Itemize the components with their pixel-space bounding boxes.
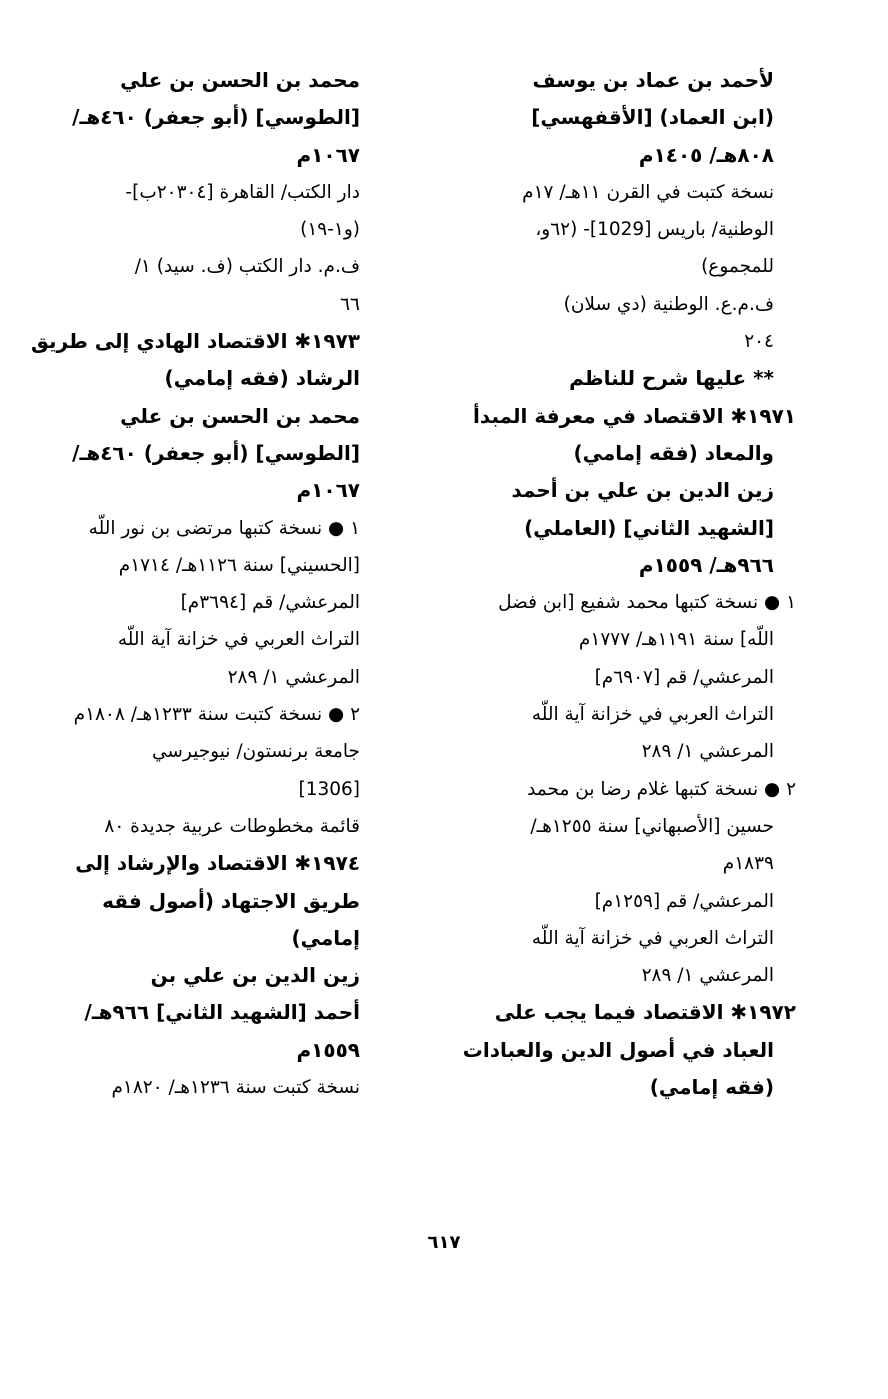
right-column (460, 62, 796, 1106)
text-line: المرعشي/ قم [٦٩٠٧م] (594, 666, 774, 688)
text-line: [الطوسي] (أبو جعفر) ٤٦٠هـ/ (72, 440, 360, 465)
text-line: ١٠٦٧م (296, 478, 360, 503)
text-line: المرعشي ١/ ٢٨٩ (641, 965, 774, 987)
text-line: نسخة كتبت سنة ١٢٣٦هـ/ ١٨٢٠م (111, 1077, 360, 1099)
text-line: ١٥٥٩م (296, 1037, 360, 1062)
text-line: ٦٦ (340, 293, 360, 315)
text-line: التراث العربي في خزانة آية اللّه (531, 927, 774, 949)
text-line: [الحسيني] سنة ١١٢٦هـ/ ١٧١٤م (118, 554, 360, 576)
text-line: للمجموع) (701, 256, 774, 278)
text-line: (ابن العماد) [الأقفهسي] (531, 105, 774, 130)
text-line: ١ ● نسخة كتبها مرتضى بن نور اللّه (88, 517, 360, 539)
text-line: ١٩٧٢✱ الاقتصاد فيما يجب على (494, 1000, 796, 1025)
text-line: ٢ ● نسخة كتبها غلام رضا بن محمد (527, 778, 796, 800)
text-line: المرعشي/ قم [١٢٥٩م] (594, 890, 774, 912)
text-line: قائمة مخطوطات عربية جديدة ٨٠ (104, 815, 360, 837)
text-line: العباد في أصول الدين والعبادات (462, 1037, 774, 1062)
text-line: المرعشي/ قم [٣٦٩٤م] (180, 592, 360, 614)
text-line: المرعشي ١/ ٢٨٩ (641, 741, 774, 763)
text-line: التراث العربي في خزانة آية اللّه (531, 704, 774, 726)
text-line: ١ ● نسخة كتبها محمد شفيع [ابن فضل (498, 592, 796, 614)
text-line: ف.م.ع. الوطنية (دي سلان) (563, 293, 774, 315)
text-line: جامعة برنستون/ نيوجيرسي (152, 741, 360, 763)
text-line: [الشهيد الثاني] (العاملي) (524, 515, 774, 540)
text-line: طريق الاجتهاد (أصول فقه (102, 888, 360, 913)
text-line: اللّه] سنة ١١٩١هـ/ ١٧٧٧م (578, 629, 774, 651)
text-line: [الطوسي] (أبو جعفر) ٤٦٠هـ/ (72, 105, 360, 130)
text-line: ١٩٧٤✱ الاقتصاد والإرشاد إلى (75, 851, 360, 876)
text-line: ** عليها شرح للناظم (569, 366, 774, 391)
text-line: محمد بن الحسن بن علي (120, 403, 360, 428)
text-line: التراث العربي في خزانة آية اللّه (117, 629, 360, 651)
text-line: دار الكتب/ القاهرة [٢٠٣٠٤ب]- (125, 181, 360, 203)
text-line: (و١-١٩) (300, 219, 360, 241)
text-line: ٨٠٨هـ/ ١٤٠٥م (638, 142, 774, 167)
left-column (30, 62, 360, 1106)
text-line: ف.م. دار الكتب (ف. سيد) ١/ (134, 256, 360, 278)
text-line: ١٨٣٩م (722, 853, 774, 875)
text-line: والمعاد (فقه إمامي) (573, 440, 774, 465)
text-line: لأحمد بن عماد بن يوسف (532, 68, 774, 92)
text-line: [1306] (298, 778, 360, 800)
text-line: الرشاد (فقه إمامي) (164, 366, 360, 391)
text-line: ١٩٧١✱ الاقتصاد في معرفة المبدأ (473, 403, 796, 428)
text-line: أحمد [الشهيد الثاني] ٩٦٦هـ/ (84, 1000, 360, 1025)
text-line: إمامي) (291, 925, 360, 950)
text-line: نسخة كتبت في القرن ١١هـ/ ١٧م (522, 181, 774, 203)
text-line: ٢ ● نسخة كتبت سنة ١٢٣٣هـ/ ١٨٠٨م (73, 704, 360, 726)
text-line: ١٩٧٣✱ الاقتصاد الهادي إلى طريق (30, 329, 360, 354)
text-line: زين الدين بن علي بن (150, 963, 360, 988)
text-line: حسين [الأصبهاني] سنة ١٢٥٥هـ/ (530, 815, 774, 837)
text-line: ٢٠٤ (744, 331, 774, 353)
page-number: ٦١٧ (427, 1232, 461, 1253)
text-line: زين الدين بن علي بن أحمد (511, 478, 774, 503)
text-line: ١٠٦٧م (296, 142, 360, 167)
text-line: (فقه إمامي) (649, 1075, 774, 1100)
text-line: ٩٦٦هـ/ ١٥٥٩م (638, 552, 774, 577)
text-line: الوطنية/ باريس [1029]- (٦٢و، (535, 219, 774, 241)
text-line: محمد بن الحسن بن علي (120, 68, 360, 92)
text-line: المرعشي ١/ ٢٨٩ (227, 666, 360, 688)
